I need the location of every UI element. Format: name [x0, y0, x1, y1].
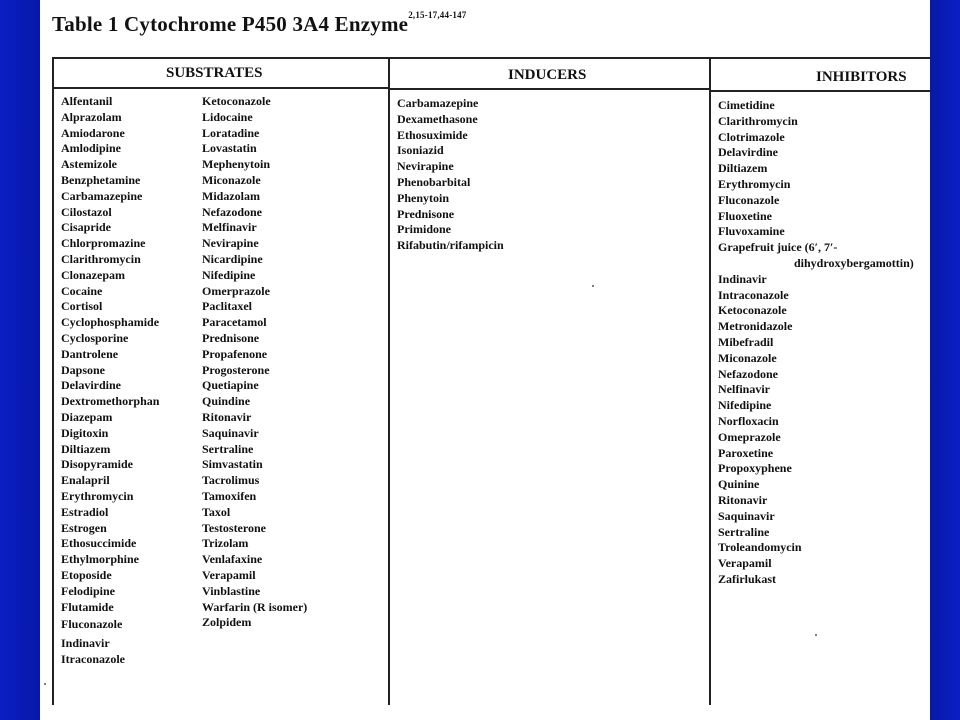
substrate-item: Etoposide	[61, 567, 112, 582]
substrate-item: Disopyramide	[61, 457, 133, 472]
inhibitor-item: Fluconazole	[718, 192, 780, 207]
inhibitor-item: Clarithromycin	[718, 113, 798, 128]
substrate-item: Sertraline	[202, 441, 254, 456]
substrate-item: Quindine	[202, 394, 251, 409]
inhibitor-item: Ketoconazole	[718, 303, 787, 318]
substrate-item: Midazolam	[202, 188, 260, 203]
substrate-item: Progosterone	[202, 362, 270, 377]
inducers-header: INDUCERS	[508, 67, 587, 83]
substrate-item: Omerprazole	[202, 283, 270, 298]
inhibitor-item: Nifedipine	[718, 398, 772, 413]
substrate-item: Benzphetamine	[61, 172, 141, 187]
inhibitor-item: Metronidazole	[718, 319, 793, 334]
inducer-item: Isoniazid	[397, 143, 444, 158]
substrate-item: Loratadine	[202, 125, 260, 140]
substrate-item: Diltiazem	[61, 441, 111, 456]
document-page	[40, 0, 930, 720]
substrate-item: Paracetamol	[202, 315, 267, 330]
column-divider-2	[709, 57, 711, 705]
substrate-item: Cyclosporine	[61, 330, 129, 345]
inducer-item: Dexamethasone	[397, 111, 478, 126]
inducers-list	[397, 96, 504, 254]
column-divider-1	[388, 57, 390, 705]
scan-speck	[44, 683, 46, 685]
inhibitor-item: Sertraline	[718, 524, 770, 539]
substrate-item: Tacrolimus	[202, 473, 260, 488]
substrate-item: Diazepam	[61, 409, 113, 424]
substrate-item: Cortisol	[61, 299, 103, 314]
inhibitors-header-rule	[711, 90, 930, 92]
inhibitor-item: Intraconazole	[718, 287, 789, 302]
inhibitor-item: Saquinavir	[718, 508, 775, 523]
inhibitor-item: Grapefruit juice (6′, 7′-	[718, 240, 838, 255]
inducer-item: Carbamazepine	[397, 96, 479, 110]
substrate-item: Venlafaxine	[202, 552, 263, 567]
inhibitor-item: Fluvoxamine	[718, 224, 785, 239]
substrate-item: Chlorpromazine	[61, 236, 146, 251]
substrate-item: Erythromycin	[61, 488, 134, 503]
substrate-item: Cilostazol	[61, 204, 112, 219]
substrate-item: Cisapride	[61, 220, 112, 235]
substrate-item: Melfinavir	[202, 220, 257, 235]
inducer-item: Nevirapine	[397, 159, 454, 174]
inhibitor-item: Fluoxetine	[718, 208, 772, 223]
inhibitor-item: Quinine	[718, 477, 760, 492]
inducer-item: Prednisone	[397, 206, 455, 221]
inhibitor-item: Clotrimazole	[718, 129, 785, 144]
inducers-header-rule	[388, 88, 709, 90]
substrate-item: Nifedipine	[202, 267, 256, 282]
substrate-item: Taxol	[202, 504, 231, 519]
inducer-item: Phenytoin	[397, 190, 450, 205]
substrate-item: Nevirapine	[202, 236, 259, 251]
substrate-item: Alprazolam	[61, 109, 122, 124]
inhibitor-item: dihydroxybergamottin)	[794, 255, 914, 270]
inhibitor-item: Zafirlukast	[718, 571, 777, 586]
substrate-item: Estrogen	[61, 520, 107, 535]
substrate-item: Nicardipine	[202, 251, 263, 266]
table-title	[52, 12, 467, 37]
substrates-list-column-2	[202, 94, 307, 631]
inhibitor-item: Propoxyphene	[718, 461, 792, 476]
substrate-item: Estradiol	[61, 504, 109, 519]
substrate-item: Itraconazole	[61, 652, 125, 667]
substrate-item: Delavirdine	[61, 378, 121, 393]
table-title-text: Table 1 Cytochrome P450 3A4 Enzyme	[52, 12, 409, 36]
inhibitor-item: Cimetidine	[718, 98, 775, 112]
substrate-item: Digitoxin	[61, 425, 109, 440]
substrate-item: Tamoxifen	[202, 488, 257, 503]
inducer-item: Rifabutin/rifampicin	[397, 238, 504, 253]
substrate-item: Indinavir	[61, 635, 110, 650]
scan-speck	[592, 285, 594, 287]
substrate-item: Ethosuccimide	[61, 536, 137, 551]
substrate-item: Astemizole	[61, 157, 117, 172]
inducer-item: Phenobarbital	[397, 174, 471, 189]
substrate-item: Simvastatin	[202, 457, 263, 472]
inhibitor-item: Nelfinavir	[718, 382, 770, 397]
substrate-item: Trizolam	[202, 536, 249, 551]
substrate-item: Saquinavir	[202, 425, 259, 440]
substrate-item: Ethylmorphine	[61, 552, 140, 567]
substrate-item: Lidocaine	[202, 109, 253, 124]
substrate-item: Warfarin (R isomer)	[202, 599, 308, 614]
substrate-item: Fluconazole	[61, 617, 123, 632]
substrate-item: Ketoconazole	[202, 94, 271, 108]
substrate-item: Cocaine	[61, 283, 103, 298]
substrate-item: Propafenone	[202, 346, 268, 361]
inhibitors-header: INHIBITORS	[816, 69, 907, 85]
substrate-item: Cyclophosphamide	[61, 315, 160, 330]
inhibitor-item: Nefazodone	[718, 366, 778, 381]
substrate-item: Testosterone	[202, 520, 266, 535]
substrate-item: Miconazole	[202, 172, 261, 187]
substrate-item: Dantrolene	[61, 346, 119, 361]
substrate-item: Dextromethorphan	[61, 394, 160, 409]
substrate-item: Prednisone	[202, 330, 260, 345]
substrate-item: Amiodarone	[61, 125, 125, 140]
substrate-item: Quetiapine	[202, 378, 259, 393]
substrate-item: Mephenytoin	[202, 157, 271, 172]
substrate-item: Zolpidem	[202, 615, 252, 630]
substrate-item: Clonazepam	[61, 267, 125, 282]
inhibitor-item: Miconazole	[718, 350, 777, 365]
substrate-item: Felodipine	[61, 583, 116, 598]
inducer-item: Primidone	[397, 222, 451, 237]
substrates-list-column-1	[61, 94, 159, 668]
inhibitor-item: Omeprazole	[718, 429, 781, 444]
substrate-item: Dapsone	[61, 362, 106, 377]
substrate-item: Ritonavir	[202, 409, 252, 424]
inducer-item: Ethosuximide	[397, 127, 468, 142]
substrates-header-rule	[52, 87, 388, 89]
inhibitor-item: Verapamil	[718, 556, 772, 571]
substrate-item: Alfentanil	[61, 94, 113, 108]
inhibitor-item: Paroxetine	[718, 445, 774, 460]
substrate-item: Clarithromycin	[61, 251, 141, 266]
substrate-item: Vinblastine	[202, 583, 261, 598]
table-title-references: 2,15-17,44-147	[408, 10, 467, 20]
substrate-item: Nefazodone	[202, 204, 262, 219]
inhibitor-item: Mibefradil	[718, 334, 774, 349]
substrates-header: SUBSTRATES	[166, 65, 263, 81]
inhibitor-item: Troleandomycin	[718, 540, 802, 555]
substrate-item: Amlodipine	[61, 141, 122, 156]
inhibitor-item: Delavirdine	[718, 145, 778, 160]
scan-speck	[815, 634, 817, 636]
inhibitor-item: Norfloxacin	[718, 413, 779, 428]
substrate-item: Carbamazepine	[61, 188, 143, 203]
substrate-item: Enalapril	[61, 473, 110, 488]
substrate-item: Lovastatin	[202, 141, 257, 156]
substrate-item: Flutamide	[61, 599, 114, 614]
inhibitor-item: Erythromycin	[718, 176, 791, 191]
substrate-item: Verapamil	[202, 567, 256, 582]
inhibitor-item: Ritonavir	[718, 492, 768, 507]
substrate-item: Paclitaxel	[202, 299, 252, 314]
inhibitors-list	[718, 98, 914, 588]
inhibitor-item: Diltiazem	[718, 161, 768, 176]
inhibitor-item: Indinavir	[718, 271, 767, 286]
